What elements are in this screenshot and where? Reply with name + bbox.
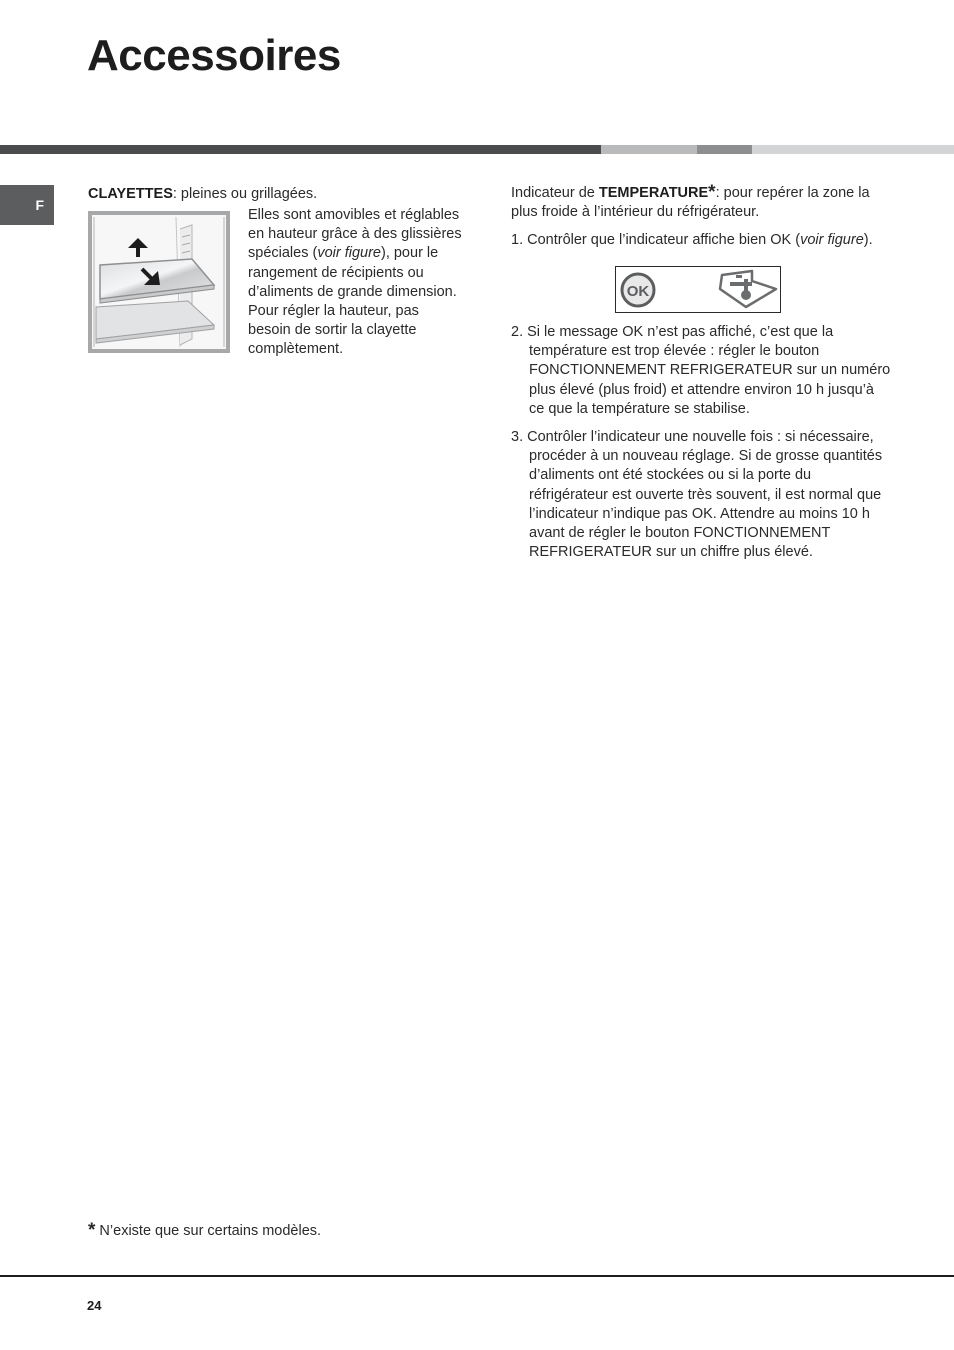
shelves-heading-rest: : pleines ou grillagées. — [172, 186, 318, 202]
language-tab — [0, 185, 54, 225]
indicator-ok-label: OK — [626, 283, 650, 300]
page-title: Accessoires — [87, 31, 341, 80]
temperature-intro-2: : pour repérer la zone la plus froide à l’intérieur du réfrigérateur. — [511, 185, 870, 221]
temperature-indicator-illustration — [616, 267, 780, 312]
step-2-text: 2. Si le message OK n’est pas affiché, c’est que la température est trop élevée : régler le bouton FONCTIONNEMENT REFRIGERATEUR sur un numéro plus élevé (plus froid) et attendre environ 10 h jusqu’à ce que la température se stabilise. — [511, 324, 891, 417]
header-rule-mid — [697, 145, 752, 154]
step-1-italic: voir figure — [800, 232, 864, 248]
language-tab-label: F — [35, 197, 44, 213]
step-3 — [511, 428, 891, 562]
page-number: 24 — [87, 1298, 102, 1313]
temperature-indicator-figure — [615, 266, 781, 313]
shelves-body-2: ), pour le rangement de récipients ou d’aliments de grande dimension. Pour régler la hauteur, pas besoin de sortir la clayette complètement. — [248, 245, 457, 358]
step-1 — [511, 231, 891, 250]
shelves-body-italic: voir figure — [317, 245, 381, 262]
footnote — [88, 1222, 588, 1241]
header-rule-pale — [752, 145, 954, 154]
shelves-heading-bold: CLAYETTES — [88, 186, 173, 202]
step-1-text-1: 1. Contrôler que l’indicateur affiche bien OK ( — [511, 232, 801, 248]
step-2 — [511, 323, 891, 419]
step-1-text-2: ). — [863, 232, 873, 248]
shelves-body-1: Elles sont amovibles et réglables en hauteur grâce à des glissières spéciales ( — [248, 207, 462, 262]
temperature-intro — [511, 184, 891, 222]
adjustable-shelf-illustration — [92, 215, 226, 349]
temperature-intro-bold: TEMPERATURE — [598, 185, 709, 201]
shelves-description — [248, 206, 463, 360]
step-3-text: 3. Contrôler l’indicateur une nouvelle fois : si nécessaire, procéder à un nouveau réglage. Si de grosse quantités d’aliments ont été stockées ou si la porte du réfrigérateur est ouverte très souvent, il est normal que l’indicateur n’indique pas OK. Attendre au moins 10 h avant de régler le bouton FONCTIONNEMENT REFRIGERATEUR sur un chiffre plus élevé. — [511, 429, 883, 561]
asterisk-marker: * — [708, 182, 716, 203]
shelf-figure — [88, 211, 230, 353]
header-rule-dark — [0, 145, 601, 154]
footnote-text: N’existe que sur certains modèles. — [95, 1223, 322, 1239]
shelves-heading — [88, 185, 458, 204]
footer-rule — [0, 1275, 954, 1277]
footnote-asterisk: * — [88, 1220, 96, 1241]
temperature-intro-1: Indicateur de — [511, 185, 599, 201]
header-rule-light — [601, 145, 697, 154]
